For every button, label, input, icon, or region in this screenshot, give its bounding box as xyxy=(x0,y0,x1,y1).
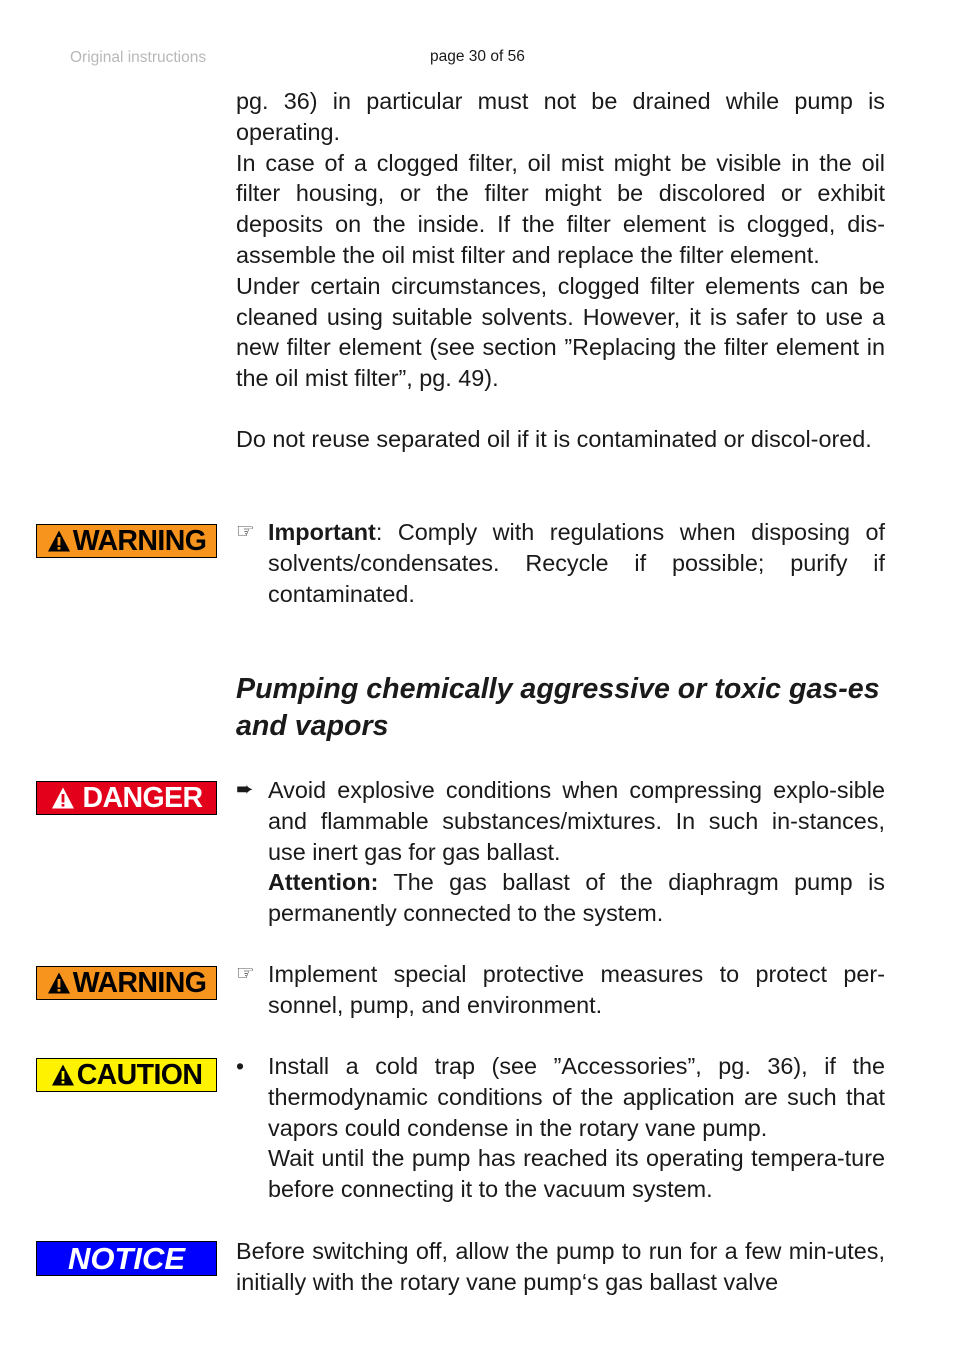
pointing-hand-icon: ☞ xyxy=(236,962,255,985)
operating-temperature-text: Wait until the pump has reached its operating tempera-ture before connecting it to the vacuum system. xyxy=(268,1145,885,1203)
cold-trap-note xyxy=(236,1051,885,1205)
caution-triangle-icon xyxy=(51,1063,75,1087)
switching-off-text: Before switching off, allow the pump to run for a few min-utes, initially with the rotary vane pump‘s gas ballast valve xyxy=(236,1238,885,1295)
switching-off-paragraph xyxy=(236,1236,885,1298)
intro-paragraph-1: pg. 36) in particular must not be drained while pump is operating. xyxy=(236,88,885,145)
explosive-conditions-note xyxy=(236,775,885,929)
protective-measures-text: Implement special protective measures to protect per-sonnel, pump, and environment. xyxy=(268,961,885,1018)
important-disposal-note xyxy=(236,517,885,609)
danger-label xyxy=(36,781,217,815)
intro-text xyxy=(236,86,885,394)
attention-lead: Attention: xyxy=(268,869,379,896)
pointing-hand-icon: ☞ xyxy=(236,520,255,543)
document-type: Original instructions xyxy=(70,49,207,66)
warning-label xyxy=(36,524,217,558)
warning-label-text: WARNING xyxy=(72,524,207,557)
attention-text: The gas ballast of the diaphragm pump is permanently connected to the system. xyxy=(268,869,885,927)
important-lead: Important xyxy=(268,519,376,545)
danger-label-text: DANGER xyxy=(82,781,203,814)
bullet-icon: • xyxy=(236,1053,245,1079)
intro-paragraph-2: In case of a clogged filter, oil mist might be visible in the oil filter housing, or the filter might be discolored or exhibit deposits on the inside. If the filter element is clogged, dis-assemble the oil mist filter and replace the filter element. xyxy=(236,149,885,268)
warning-triangle-icon xyxy=(47,529,71,553)
important-text: : Comply with regulations when disposing of solvents/condensates. Recycle if possible; purify if contaminated. xyxy=(268,519,885,607)
warning-triangle-icon xyxy=(47,971,71,995)
reuse-oil-paragraph xyxy=(236,424,885,455)
caution-label xyxy=(36,1058,217,1092)
page-number: page 30 of 56 xyxy=(430,48,525,65)
caution-label-text: CAUTION xyxy=(76,1058,203,1091)
protective-measures-note xyxy=(236,959,885,1021)
warning-label xyxy=(36,966,217,1000)
danger-triangle-icon xyxy=(51,786,75,810)
cold-trap-text: Install a cold trap (see ”Accessories”, pg. 36), if the thermodynamic conditions of the application are such that vapors could condense in the rotary vane pump. xyxy=(268,1053,885,1141)
explosive-text: Avoid explosive conditions when compressing explo-sible and flammable substances/mixtures. In such in-stances, use inert gas for gas ballast. xyxy=(268,777,885,865)
notice-label-text: NOTICE xyxy=(67,1241,186,1276)
intro-paragraph-3: Under certain circumstances, clogged filter elements can be cleaned using suitable solvents. However, it is safer to use a new filter element (see section ”Replacing the filter element in the oil mist filter”, pg. 49). xyxy=(236,272,885,392)
warning-label-text: WARNING xyxy=(72,966,207,999)
right-arrow-icon: ➨ xyxy=(236,778,254,801)
intro-paragraph-4: Do not reuse separated oil if it is contaminated or discol-ored. xyxy=(236,426,872,452)
section-heading: Pumping chemically aggressive or toxic gas-es and vapors xyxy=(236,673,880,742)
notice-label xyxy=(36,1241,217,1276)
